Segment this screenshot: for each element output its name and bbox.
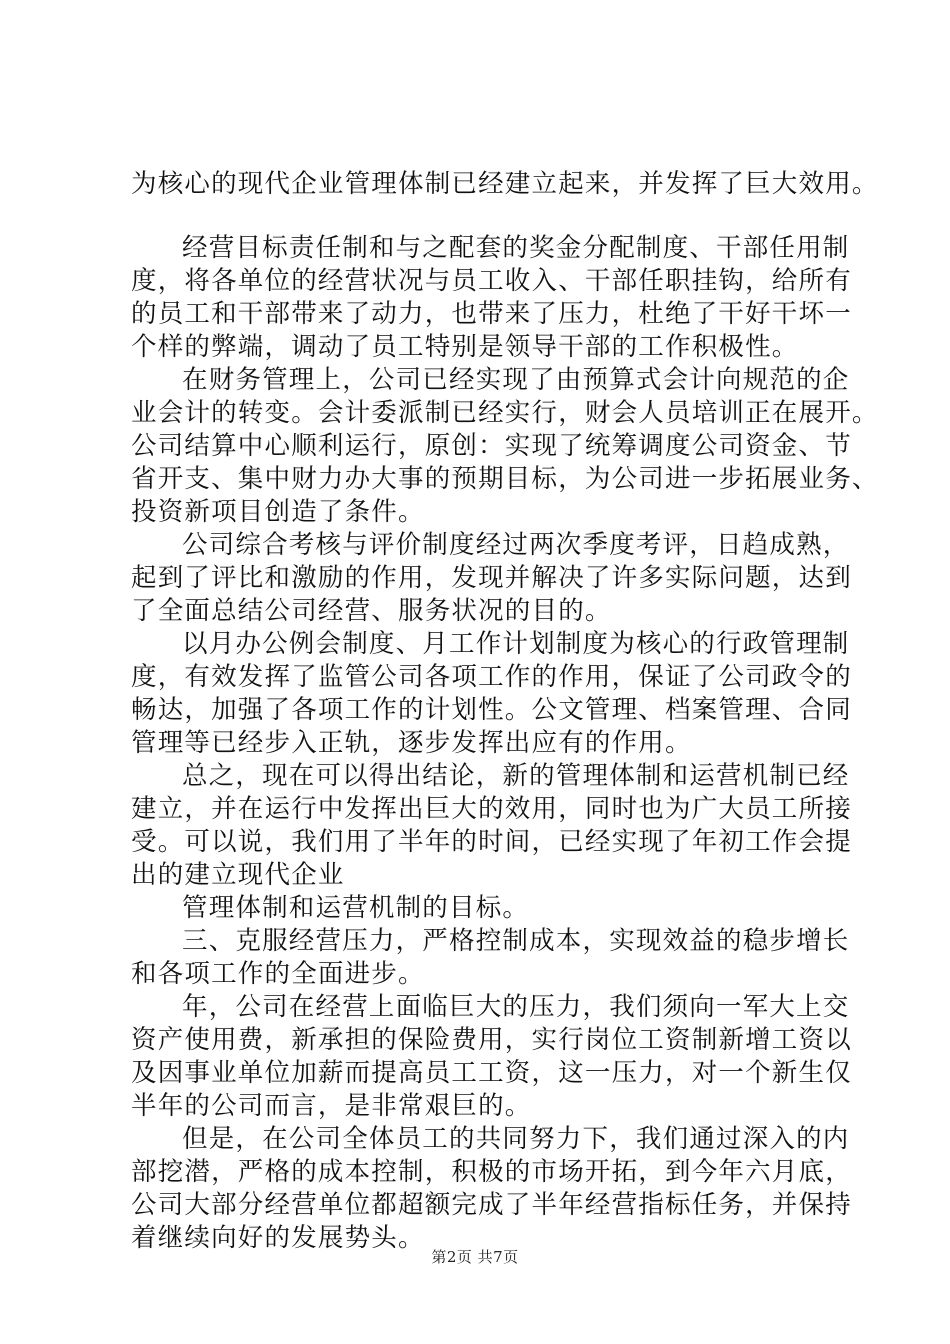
paragraph-start-line: 管理体制和运营机制的目标。	[182, 893, 530, 923]
text-line: 受。可以说，我们用了半年的时间，已经实现了年初工作会提	[131, 827, 852, 857]
text-line: 公司结算中心顺利运行，原创：实现了统筹调度公司资金、节	[131, 431, 852, 461]
text-line: 省开支、集中财力办大事的预期目标，为公司进一步拓展业务、	[131, 464, 879, 494]
text-line: 畅达，加强了各项工作的计划性。公文管理、档案管理、合同	[131, 695, 852, 725]
text-line: 公司大部分经营单位都超额完成了半年经营指标任务，并保持	[131, 1190, 852, 1220]
text-line: 的员工和干部带来了动力，也带来了压力，杜绝了干好干坏一	[131, 299, 852, 329]
paragraph-start-line: 年，公司在经营上面临巨大的压力，我们须向一军大上交	[182, 992, 850, 1022]
paragraph-start-line: 但是，在公司全体员工的共同努力下，我们通过深入的内	[182, 1124, 850, 1154]
text-line: 度，有效发挥了监管公司各项工作的作用，保证了公司政令的	[131, 662, 852, 692]
paragraph-start-line: 公司综合考核与评价制度经过两次季度考评，日趋成熟，	[182, 530, 850, 560]
text-line: 和各项工作的全面进步。	[131, 959, 425, 989]
text-line: 出的建立现代企业	[131, 860, 345, 890]
page-footer	[0, 1246, 950, 1267]
text-line: 起到了评比和激励的作用，发现并解决了许多实际问题，达到	[131, 563, 852, 593]
text-line: 度，将各单位的经营状况与员工收入、干部任职挂钩，给所有	[131, 266, 852, 296]
paragraph-start-line: 经营目标责任制和与之配套的奖金分配制度、干部任用制	[182, 233, 850, 263]
text-line: 业会计的转变。会计委派制已经实行，财会人员培训正在展开。	[131, 398, 879, 428]
paragraph-start-line: 总之，现在可以得出结论，新的管理体制和运营机制已经	[182, 761, 850, 791]
paragraph-start-line: 以月办公例会制度、月工作计划制度为核心的行政管理制	[182, 629, 850, 659]
text-line: 及因事业单位加薪而提高员工工资，这一压力，对一个新生仅	[131, 1058, 852, 1088]
text-line: 半年的公司而言，是非常艰巨的。	[131, 1091, 532, 1121]
text-line: 了全面总结公司经营、服务状况的目的。	[131, 596, 612, 626]
text-line: 着继续向好的发展势头。	[131, 1223, 425, 1253]
text-line: 为核心的现代企业管理体制已经建立起来，并发挥了巨大效用。	[131, 169, 879, 199]
text-line: 资产使用费，新承担的保险费用，实行岗位工资制新增工资以	[131, 1025, 852, 1055]
page-number-label: 第2页 共7页	[431, 1248, 519, 1266]
paragraph-start-line: 在财务管理上，公司已经实现了由预算式会计向规范的企	[182, 365, 850, 395]
text-line: 投资新项目创造了条件。	[131, 497, 425, 527]
document-body	[131, 168, 879, 1255]
text-line: 部挖潜，严格的成本控制，积极的市场开拓，到今年六月底，	[131, 1157, 852, 1187]
section-heading-line: 三、克服经营压力，严格控制成本，实现效益的稳步增长	[182, 926, 850, 956]
text-line: 管理等已经步入正轨，逐步发挥出应有的作用。	[131, 728, 692, 758]
text-line: 建立，并在运行中发挥出巨大的效用，同时也为广大员工所接	[131, 794, 852, 824]
text-line: 个样的弊端，调动了员工特别是领导干部的工作积极性。	[131, 332, 799, 362]
